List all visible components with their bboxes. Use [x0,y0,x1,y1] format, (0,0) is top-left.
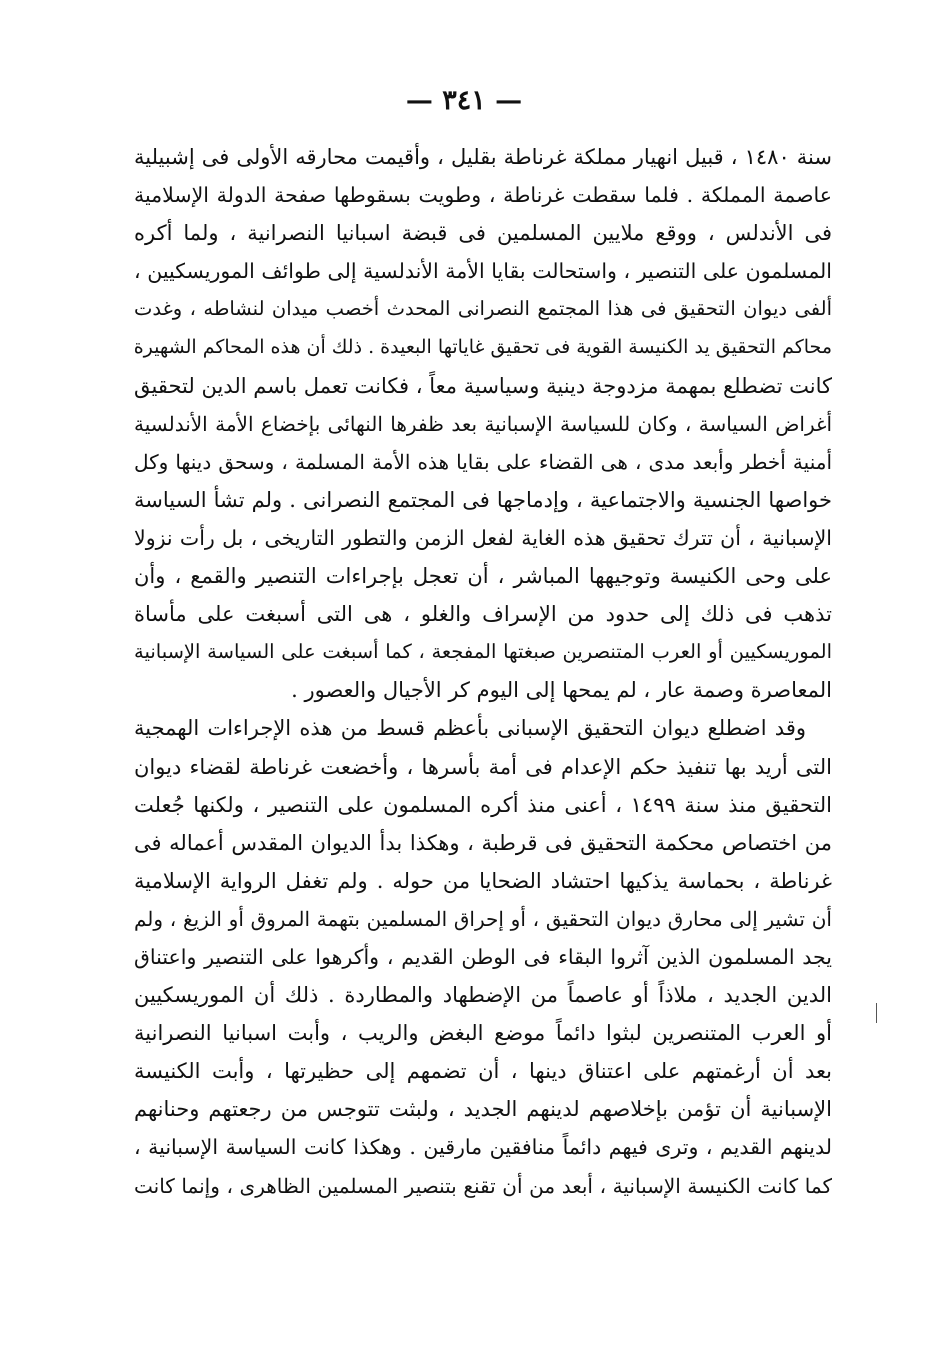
text-line: الموريسكيين أو العرب المتنصرين صبغتها المفجعة ، كما أسبغت على السياسة الإسبانية [134,640,832,664]
text-line: لدينهم القديم ، وترى فيهم دائماً منافقين مارقين . وهكذا كانت السياسة الإسبانية ، [134,1135,832,1160]
text-line: خواصها الجنسية والاجتماعية ، وإدماجها فى المجتمع النصرانى . ولم تشأ السياسة [134,487,832,512]
text-line: يجد المسلمون الذين آثروا البقاء فى الوطن القديم ، وأكرهوا على التنصير واعتناق [134,944,832,969]
text-line: غرناطة ، بحماسة يذكيها احتشاد الضحايا من حوله . ولم تغفل الرواية الإسلامية [134,868,832,893]
body-text [134,138,832,1205]
text-line: أمنية أخطر وأبعد مدى ، هى القضاء على بقايا هذه الأمة المسلمة ، وسحق دينها وكل [134,449,832,474]
text-line: محاكم التحقيق يد الكنيسة القوية فى تحقيق غاياتها البعيدة . ذلك أن هذه المحاكم الشهيرة [134,336,832,359]
margin-mark [876,1003,877,1023]
text-line: على وحى الكنيسة وتوجيهها المباشر ، أن تعجل بإجراءات التنصير والقمع ، وأن [134,564,832,589]
text-line: التى أريد بها تنفيذ حكم الإعدام فى أمة بأسرها ، وأخضعت غرناطة لقضاء ديوان [134,754,832,779]
text-line: الدين الجديد ، ملاذاً أو عاصماً من الإضطهاد والمطاردة . ذلك أن الموريسكيين [134,983,832,1008]
paragraph-1 [134,138,832,709]
text-line: المسلمون على التنصير ، واستحالت بقايا الأمة الأندلسية إلى طوائف الموريسكيين ، [134,259,832,284]
text-line: من اختصاص محكمة التحقيق فى قرطبة ، وهكذا بدأ الديوان المقدس أعماله فى [134,830,832,855]
text-line: بعد أن أرغمتهم على اعتناق دينها ، أن تضمهم إلى حظيرتها ، وأبت الكنيسة [134,1059,832,1084]
text-line: التحقيق منذ سنة ١٤٩٩ ، أعنى منذ أكره المسلمون على التنصير ، ولكنها جُعلت [134,792,832,817]
text-line: المعاصرة وصمة عار ، لم يمحها إلى اليوم كر الأجيال والعصور . [291,678,832,703]
text-line: ألفى ديوان التحقيق فى هذا المجتمع النصرانى المحدث أخصب ميدان لنشاطه ، وغدت [134,297,832,321]
text-line: وقد اضطلع ديوان التحقيق الإسبانى بأعظم قسط من هذه الإجراءات الهمجية [134,716,806,741]
text-line: فى الأندلس ، ووقع ملايين المسلمين فى قبضة اسبانيا النصرانية ، ولما أكره [134,221,832,246]
text-line: تذهب فى ذلك إلى حدود من الإسراف والغلو ، هى التى أسبغت على مأساة [134,602,832,627]
text-line: أن تشير إلى محارق ديوان التحقيق ، أو إحراق المسلمين بتهمة المروق أو الزيغ ، ولم [134,906,832,931]
text-line: عاصمة المملكة . فلما سقطت غرناطة ، وطويت بسقوطها صفحة الدولة الإسلامية [134,183,832,208]
text-line: الإسبانية أن تؤمن بإخلاصهم لدينهم الجديد ، ولبثت تتوجس من رجعتهم وحنانهم [134,1097,832,1122]
page-number: — ٣٤١ — [405,85,523,116]
text-line: أغراض السياسة ، وكان للسياسة الإسبانية بعد ظفرها النهائى بإخضاع الأمة الأندلسية [134,411,832,436]
paragraph-2 [134,709,832,1204]
text-line: كما كانت الكنيسة الإسبانية ، أبعد من أن تقنع بتنصير المسلمين الظاهرى ، وإنما كانت [134,1173,832,1198]
text-line: أو العرب المتنصرين لبثوا دائماً موضع البغض والريب ، وأبت اسبانيا النصرانية [134,1021,832,1046]
text-line: الإسبانية ، أن تترك تحقيق هذه الغاية لفعل الزمن والتطور التاريخى ، بل رأت نزولا [134,525,832,550]
text-line: سنة ١٤٨٠ ، قبيل انهيار مملكة غرناطة بقليل ، وأقيمت محارقه الأولى فى إشبيلية [134,145,832,169]
text-line: كانت تضطلع بمهمة مزدوجة دينية وسياسية معاً ، فكانت تعمل باسم الدين لتحقيق [134,373,832,398]
